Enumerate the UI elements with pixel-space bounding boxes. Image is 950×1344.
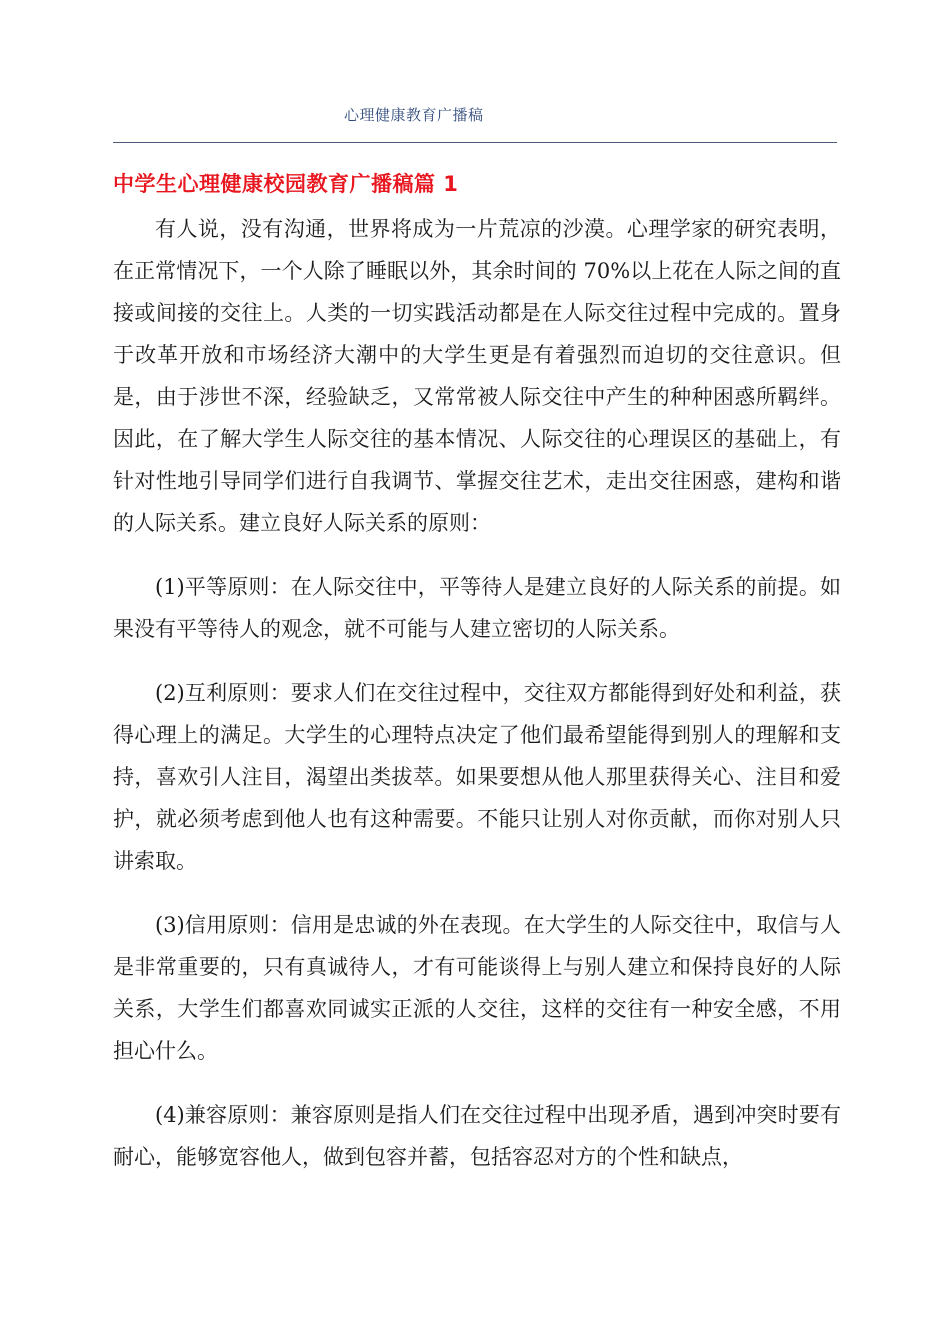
paragraph-principle-credit: (3)信用原则：信用是忠诚的外在表现。在大学生的人际交往中，取信与人是非常重要的，只有真诚待人，才有可能谈得上与别人建立和保持良好的人际关系，大学生们都喜欢同诚实正派的人交往，这样的交往有一种安全感，不用担心什么。	[113, 913, 841, 1063]
paragraph-intro: 有人说，没有沟通，世界将成为一片荒凉的沙漠。心理学家的研究表明，在正常情况下，一个人除了睡眠以外，其余时间的 70%以上花在人际之间的直接或间接的交往上。人类的一切实践活动都是在人际交往过程中完成的。置身于改革开放和市场经济大潮中的大学生更是有着强烈而迫切的交往意识。但是，由于涉世不深，经验缺乏，又常常被人际交往中产生的种种困惑所羁绊。因此，在了解大学生人际交往的基本情况、人际交往的心理误区的基础上，有针对性地引导同学们进行自我调节、掌握交往艺术，走出交往困惑，建构和谐的人际关系。建立良好人际关系的原则：	[113, 217, 841, 535]
paragraph-principle-mutual-benefit: (2)互利原则：要求人们在交往过程中，交往双方都能得到好处和利益，获得心理上的满足。大学生的心理特点决定了他们最希望能得到别人的理解和支持，喜欢引人注目，渴望出类拔萃。如果要想从他人那里获得关心、注目和爱护，就必须考虑到他人也有这种需要。不能只让别人对你贡献，而你对别人只讲索取。	[113, 681, 841, 873]
paragraph-principle-tolerance: (4)兼容原则：兼容原则是指人们在交往过程中出现矛盾，遇到冲突时要有耐心，能够宽容他人，做到包容并蓄，包括容忍对方的个性和缺点，	[113, 1103, 841, 1169]
paragraph-principle-equality: (1)平等原则：在人际交往中，平等待人是建立良好的人际关系的前提。如果没有平等待人的观念，就不可能与人建立密切的人际关系。	[113, 575, 841, 641]
document-title: 中学生心理健康校园教育广播稿篇 1	[113, 172, 459, 196]
page-header: 心理健康教育广播稿	[344, 106, 484, 124]
header-divider	[113, 142, 837, 143]
document-body	[113, 208, 841, 1200]
